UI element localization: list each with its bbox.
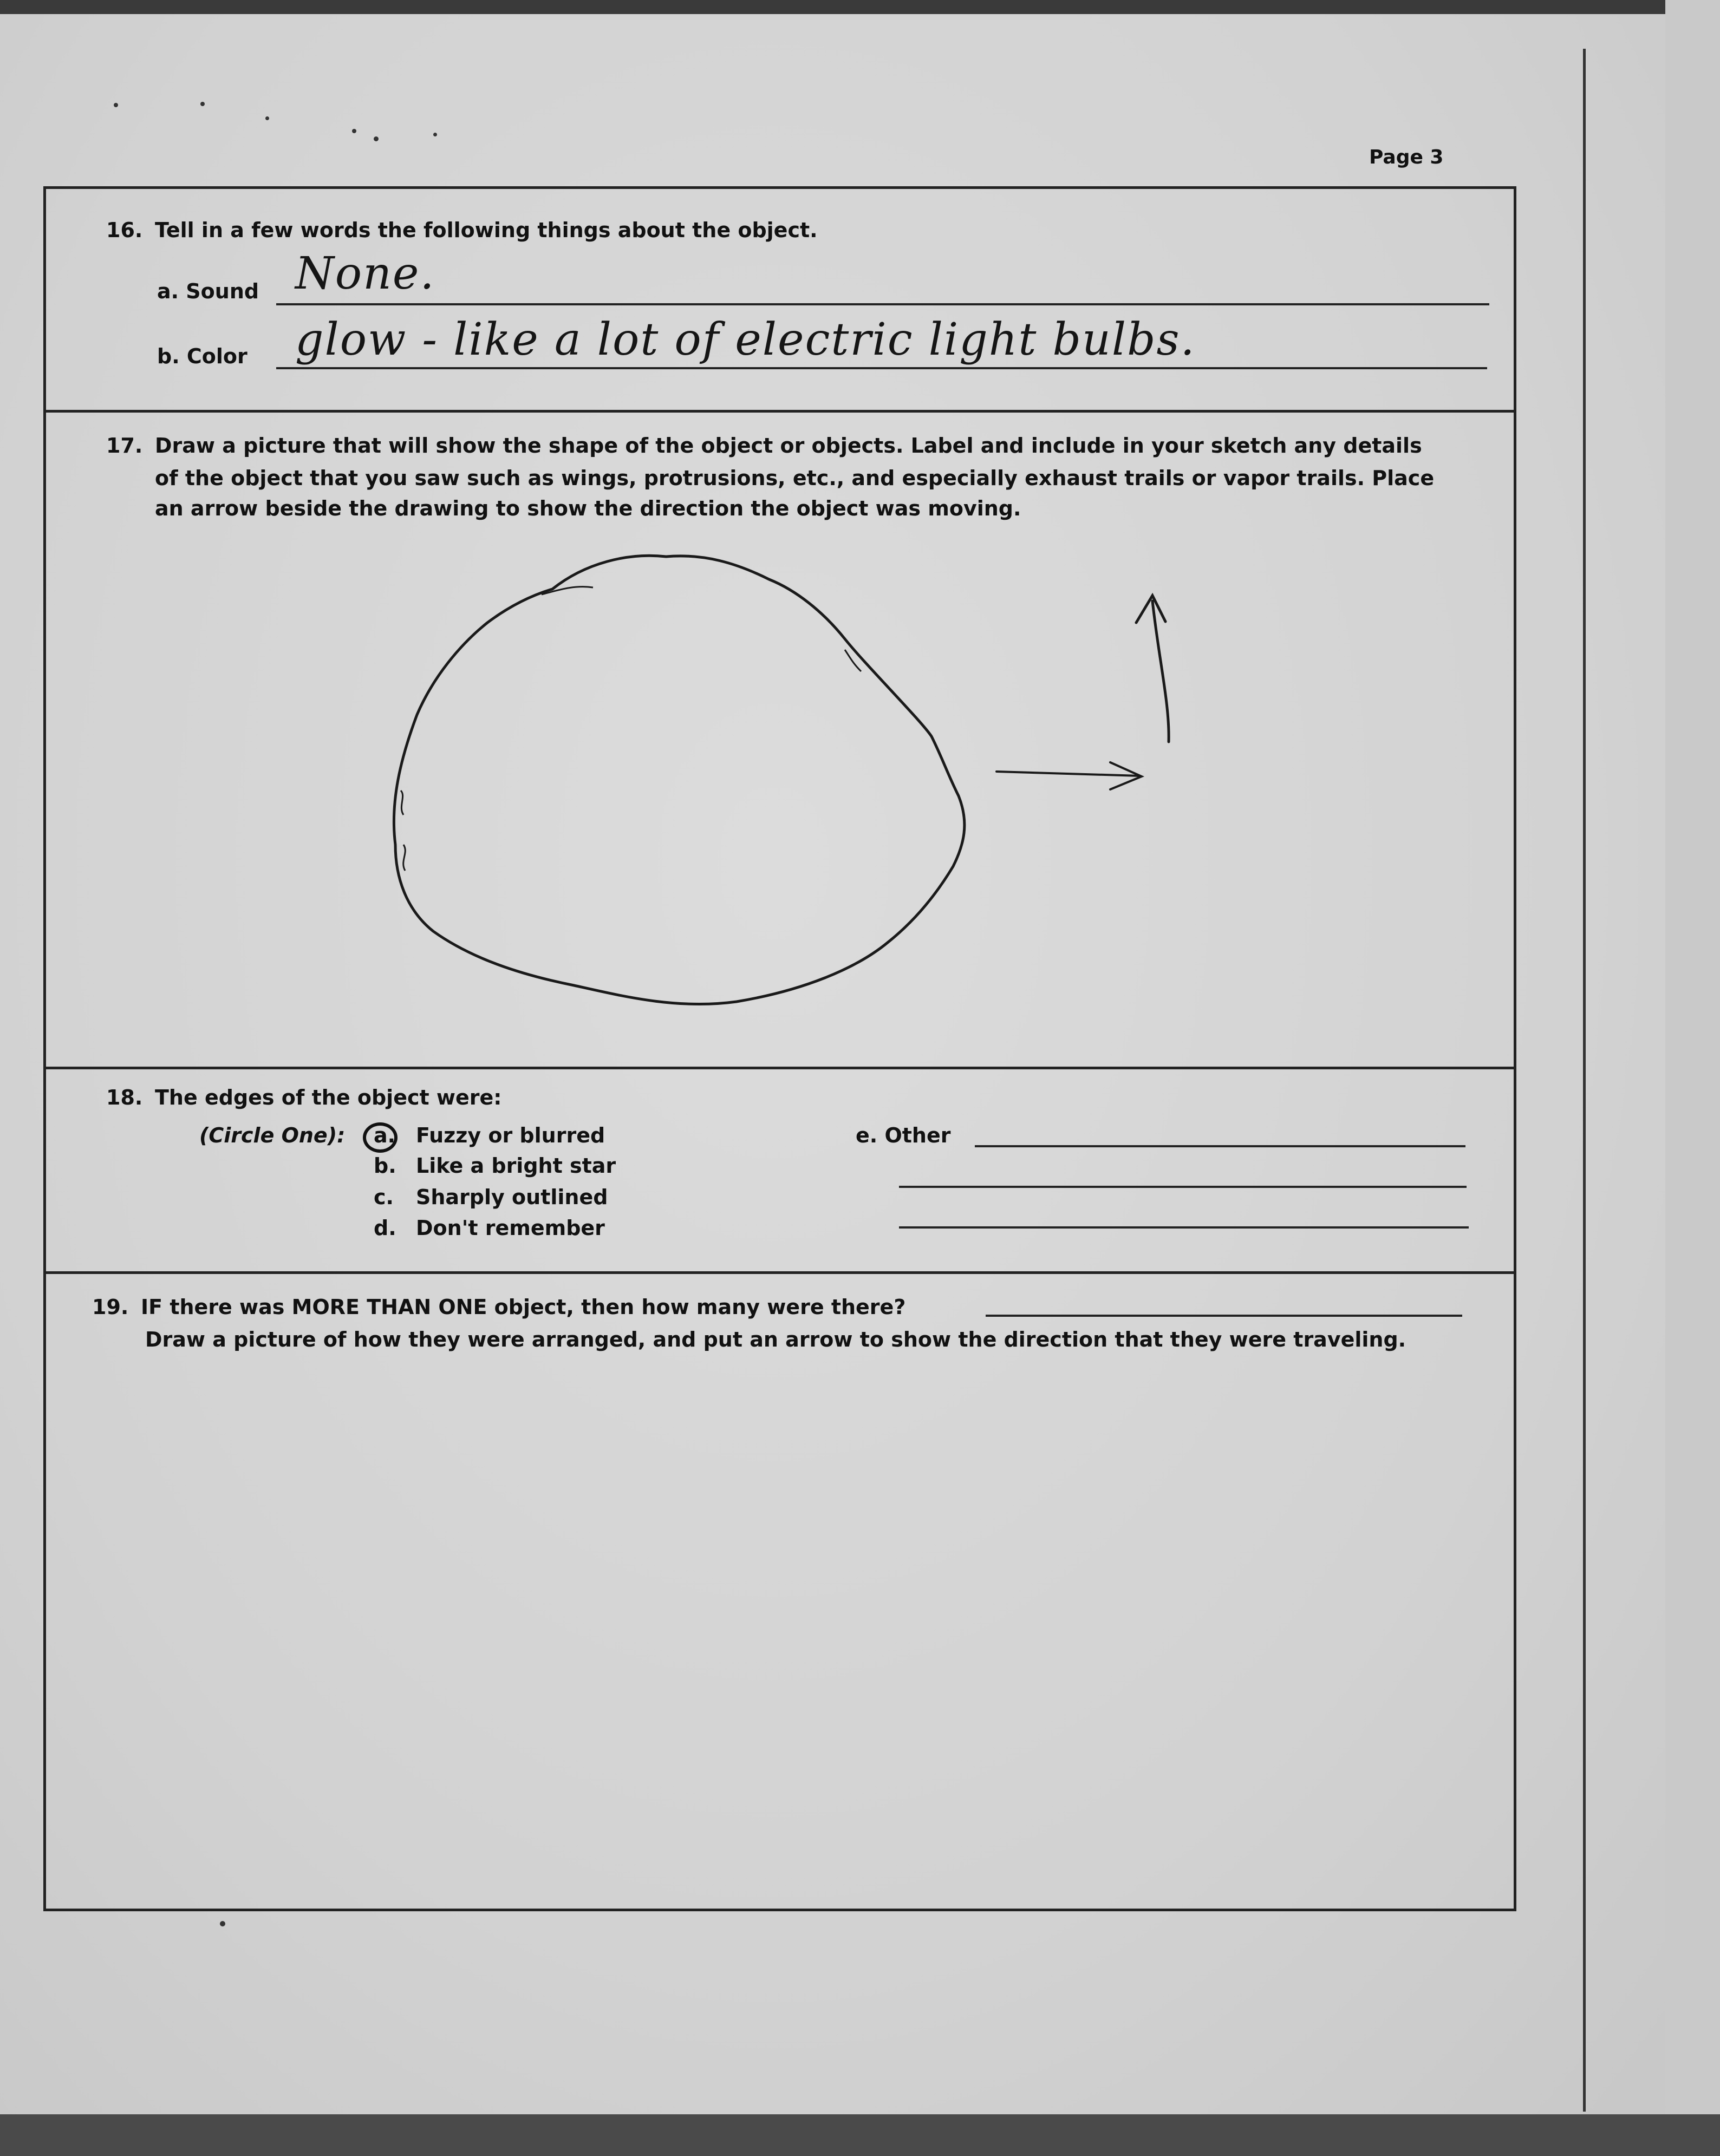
- q16-number: 16.: [106, 218, 143, 242]
- q18-other-line-1[interactable]: [975, 1145, 1465, 1147]
- q18-option-a-text: Fuzzy or blurred: [416, 1123, 605, 1147]
- q16-color-label: b. Color: [157, 344, 247, 368]
- q18-prompt: [106, 1083, 501, 1112]
- q18-other-line-2[interactable]: [899, 1186, 1467, 1188]
- q18-option-b-key: b.: [374, 1154, 396, 1178]
- object-outline-drawing: [394, 556, 965, 1004]
- object-outline-wiggle: [401, 587, 861, 871]
- arrow-up-icon: [1136, 596, 1169, 742]
- q18-text: The edges of the object were:: [155, 1086, 502, 1109]
- q18-option-b[interactable]: [374, 1154, 616, 1178]
- q18-other-label: e. Other: [856, 1123, 951, 1147]
- q18-option-b-text: Like a bright star: [416, 1154, 616, 1178]
- q19-count-line[interactable]: [986, 1315, 1462, 1317]
- q18-instruction: (Circle One):: [199, 1123, 346, 1147]
- q19-prompt: [92, 1292, 905, 1322]
- q17-number: 17.: [106, 434, 143, 458]
- q18-number: 18.: [106, 1086, 143, 1109]
- q16-sound-label: a. Sound: [157, 279, 259, 303]
- q18-option-a[interactable]: [374, 1123, 605, 1147]
- q16-color-answer[interactable]: glow - like a lot of electric light bulbs.: [295, 314, 1196, 365]
- q19-line-2: Draw a picture of how they were arranged, and put an arrow to show the direction that they were traveling.: [145, 1328, 1406, 1351]
- q18-option-d[interactable]: [374, 1216, 605, 1240]
- q18-option-a-key: a.: [374, 1123, 396, 1147]
- arrow-right-icon: [996, 762, 1142, 789]
- q18-option-d-text: Don't remember: [416, 1216, 605, 1240]
- q19-number: 19.: [92, 1295, 129, 1319]
- q18-option-c-key: c.: [374, 1185, 394, 1209]
- q17-line-1: Draw a picture that will show the shape of the object or objects. Label and include in your sketch any details: [155, 434, 1422, 458]
- q18-option-c[interactable]: [374, 1185, 608, 1209]
- q17-line-3: an arrow beside the drawing to show the direction the object was moving.: [155, 496, 1021, 520]
- q18-other-line-3[interactable]: [899, 1226, 1469, 1229]
- q18-option-c-text: Sharply outlined: [416, 1185, 608, 1209]
- q18-option-d-key: d.: [374, 1216, 396, 1240]
- q19-line-1: IF there was MORE THAN ONE object, then how many were there?: [141, 1295, 906, 1319]
- selected-circle-mark: [363, 1122, 398, 1153]
- q17-line-2: of the object that you saw such as wings, protrusions, etc., and especially exhaust trails or vapor trails. Place: [155, 466, 1435, 490]
- q16-text: Tell in a few words the following things about the object.: [155, 218, 818, 242]
- q16-sound-answer[interactable]: None.: [295, 248, 435, 299]
- page-number: Page 3: [1369, 146, 1444, 168]
